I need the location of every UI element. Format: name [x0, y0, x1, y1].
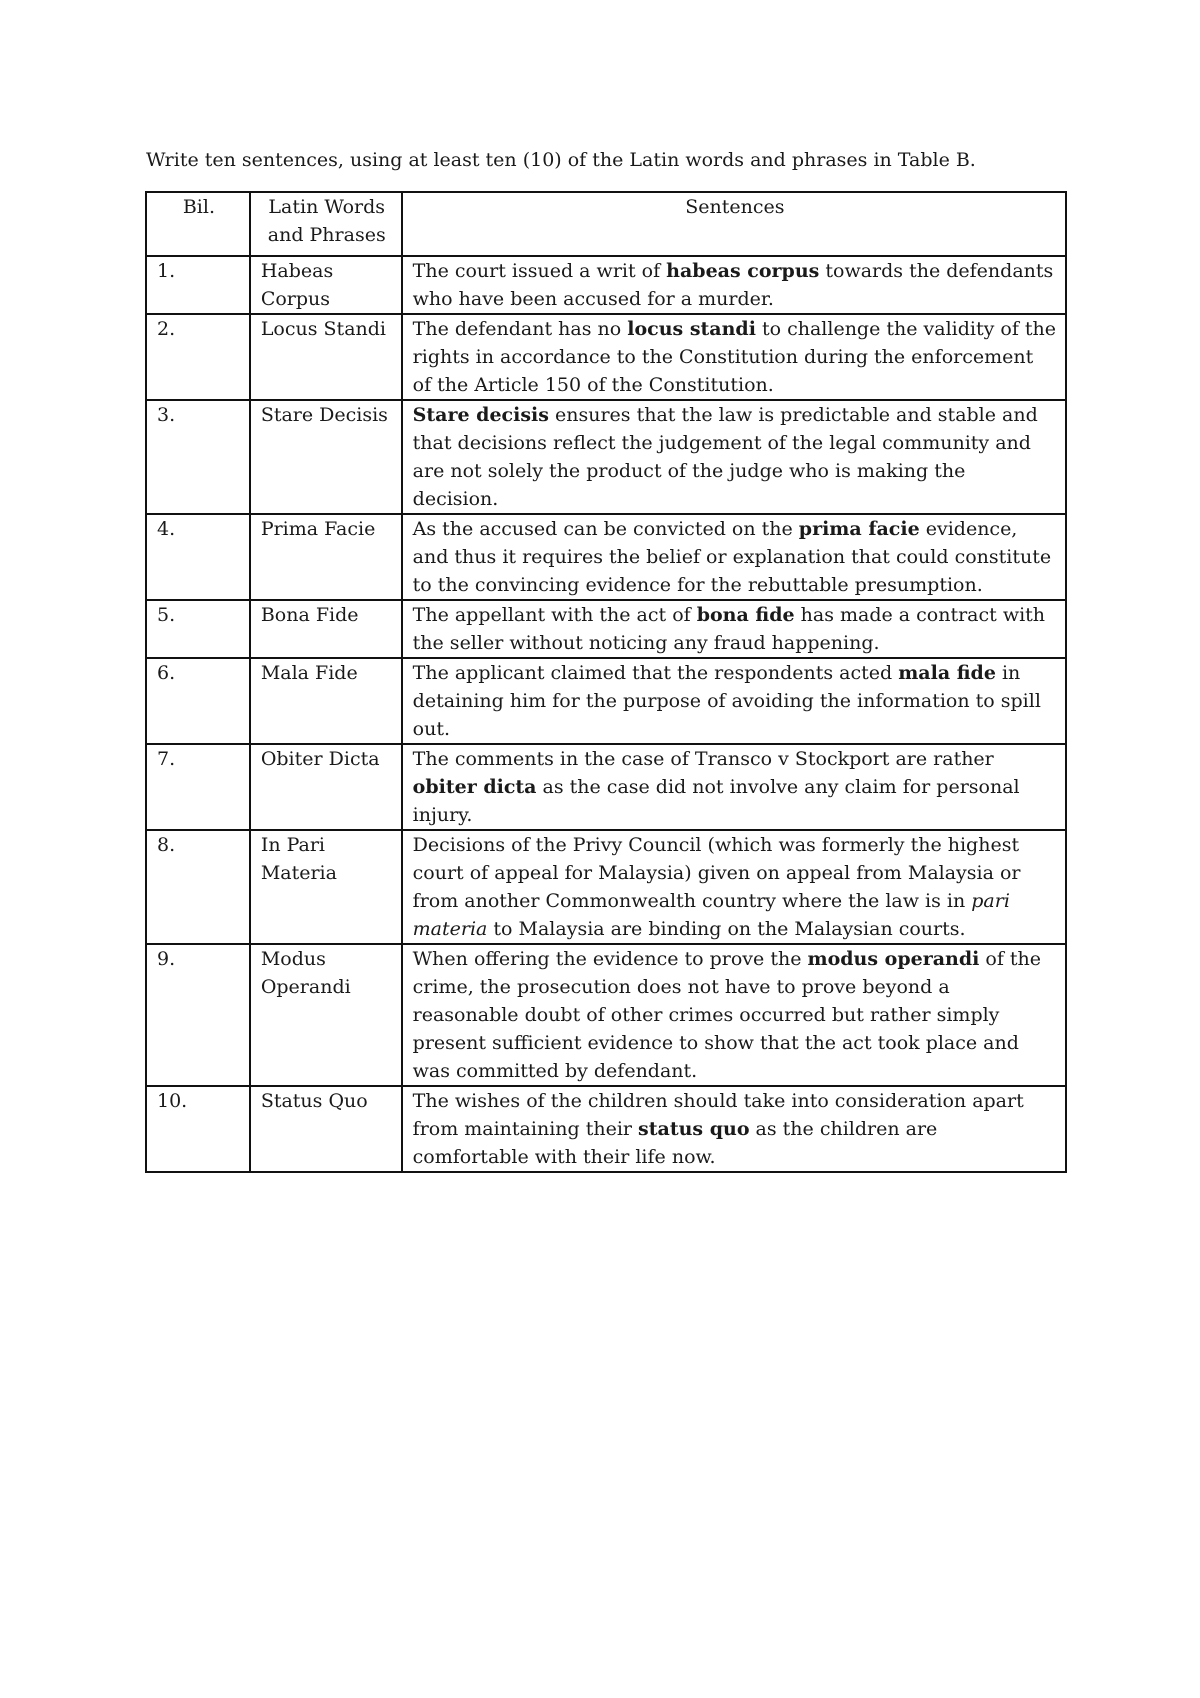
latin-phrase: Prima Facie — [250, 514, 402, 600]
latin-phrase: Obiter Dicta — [250, 744, 402, 830]
header-latin-words: Latin Words and Phrases — [250, 192, 402, 256]
row-number: 9. — [146, 944, 250, 1086]
latin-phrase: Locus Standi — [250, 314, 402, 400]
example-sentence — [402, 1086, 1066, 1172]
table-row — [146, 1086, 1066, 1172]
row-number: 2. — [146, 314, 250, 400]
sentence-text: has made a contract with the seller without noticing any fraud happening. — [412, 604, 1046, 654]
sentence-text: in detaining him for the purpose of avoiding the information to spill out. — [412, 662, 1041, 740]
table-row — [146, 514, 1066, 600]
sentence-text: of the crime, the prosecution does not have to prove beyond a reasonable doubt of other crimes occurred but rather simply present sufficient evidence to show that the act took place and was committed by defendant. — [412, 948, 1042, 1082]
sentence-text: evidence, and thus it requires the belief or explanation that could constitute to the convincing evidence for the rebuttable presumption. — [412, 518, 1052, 596]
row-number: 6. — [146, 658, 250, 744]
row-number: 8. — [146, 830, 250, 944]
sentence-highlight: status quo — [638, 1118, 750, 1140]
sentence-text: When offering the evidence to prove the — [412, 948, 808, 970]
latin-phrase: Modus Operandi — [250, 944, 402, 1086]
sentence-highlight: prima facie — [798, 518, 920, 540]
latin-phrase: In Pari Materia — [250, 830, 402, 944]
row-number: 10. — [146, 1086, 250, 1172]
row-number: 4. — [146, 514, 250, 600]
sentence-highlight: obiter dicta — [412, 776, 537, 798]
sentence-text: The comments in the case of Transco v Stockport are rather — [412, 748, 994, 770]
header-sentences: Sentences — [402, 192, 1066, 256]
table-row — [146, 830, 1066, 944]
latin-phrase: Mala Fide — [250, 658, 402, 744]
latin-phrase: Status Quo — [250, 1086, 402, 1172]
table-row — [146, 658, 1066, 744]
sentence-highlight: habeas corpus — [666, 260, 820, 282]
table-row — [146, 256, 1066, 314]
sentence-text: The appellant with the act of — [412, 604, 697, 626]
sentence-highlight: bona fide — [696, 604, 795, 626]
sentence-text: As the accused can be convicted on the — [412, 518, 799, 540]
header-bil: Bil. — [146, 192, 250, 256]
sentence-text: The defendant has no — [412, 318, 628, 340]
row-number: 3. — [146, 400, 250, 514]
sentence-text: as the case did not involve any claim for personal injury. — [412, 776, 1020, 826]
row-number: 7. — [146, 744, 250, 830]
latin-phrase: Bona Fide — [250, 600, 402, 658]
sentence-text: as the children are comfortable with their life now. — [412, 1118, 938, 1168]
table-header-row — [146, 192, 1066, 256]
sentence-text: to Malaysia are binding on the Malaysian courts. — [487, 918, 966, 940]
instruction-text: Write ten sentences, using at least ten (10) of the Latin words and phrases in Table B. — [146, 149, 976, 171]
example-sentence — [402, 830, 1066, 944]
latin-phrases-table — [145, 191, 1067, 1173]
sentence-text: towards the defendants who have been accused for a murder. — [412, 260, 1054, 310]
sentence-text: The applicant claimed that the respondents acted — [412, 662, 899, 684]
example-sentence — [402, 658, 1066, 744]
sentence-highlight: pari materia — [412, 890, 1010, 940]
table-row — [146, 600, 1066, 658]
table-row — [146, 400, 1066, 514]
example-sentence — [402, 314, 1066, 400]
table-row — [146, 744, 1066, 830]
example-sentence — [402, 256, 1066, 314]
table-row — [146, 314, 1066, 400]
row-number: 5. — [146, 600, 250, 658]
sentence-highlight: mala fide — [898, 662, 996, 684]
example-sentence — [402, 514, 1066, 600]
latin-phrase: Habeas Corpus — [250, 256, 402, 314]
sentence-text: The court issued a writ of — [412, 260, 667, 282]
example-sentence — [402, 744, 1066, 830]
latin-phrase: Stare Decisis — [250, 400, 402, 514]
sentence-text: to challenge the validity of the rights in accordance to the Constitution during the enforcement of the Article 150 of the Constitution. — [412, 318, 1057, 396]
example-sentence — [402, 400, 1066, 514]
sentence-highlight: modus operandi — [807, 948, 980, 970]
sentence-highlight: Stare decisis — [412, 404, 549, 426]
table-row — [146, 944, 1066, 1086]
sentence-text: Decisions of the Privy Council (which was formerly the highest court of appeal for Malaysia) given on appeal from Malaysia or from another Commonwealth country where the law is in — [412, 834, 1021, 912]
sentence-highlight: locus standi — [627, 318, 756, 340]
example-sentence — [402, 944, 1066, 1086]
sentence-text: The wishes of the children should take into consideration apart from maintaining their — [412, 1090, 1024, 1140]
row-number: 1. — [146, 256, 250, 314]
table-body — [146, 256, 1066, 1172]
example-sentence — [402, 600, 1066, 658]
sentence-text: ensures that the law is predictable and stable and that decisions reflect the judgement of the legal community and are not solely the product of the judge who is making the decision. — [412, 404, 1038, 510]
